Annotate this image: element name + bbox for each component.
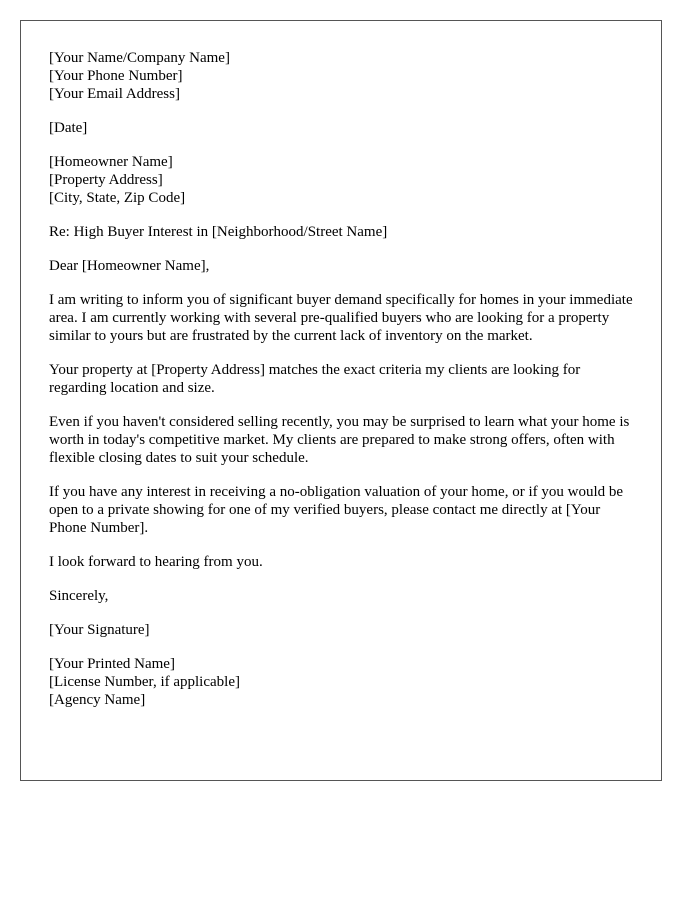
sender-name: [Your Name/Company Name] (49, 50, 230, 66)
body-paragraph-3: Even if you haven't considered selling recently, you may be surprised to learn what your home is worth in today's competitive market. My clients are prepared to make strong offers, often with flexible closing dates to suit your schedule. (49, 414, 630, 466)
recipient-address: [Property Address] (49, 172, 163, 188)
sender-email: [Your Email Address] (49, 86, 180, 102)
letter-date: [Date] (49, 120, 88, 136)
sender-block (49, 49, 633, 103)
subject-line: Re: High Buyer Interest in [Neighborhood/Street Name] (49, 224, 388, 240)
letter-page (20, 20, 662, 781)
body-paragraph-4: If you have any interest in receiving a no-obligation valuation of your home, or if you would be open to a private showing for one of my verified buyers, please contact me directly at [Your Phone Number]. (49, 484, 624, 536)
recipient-city-state-zip: [City, State, Zip Code] (49, 190, 186, 206)
printed-name: [Your Printed Name] (49, 656, 175, 672)
closing: Sincerely, (49, 588, 109, 604)
signoff-block (49, 655, 633, 709)
body-paragraph-2: Your property at [Property Address] matches the exact criteria my clients are looking for regarding location and size. (49, 362, 581, 396)
sender-phone: [Your Phone Number] (49, 68, 183, 84)
recipient-block (49, 153, 633, 207)
recipient-name: [Homeowner Name] (49, 154, 173, 170)
license-number: [License Number, if applicable] (49, 674, 240, 690)
date-block (49, 119, 633, 137)
salutation: Dear [Homeowner Name], (49, 258, 210, 274)
agency-name: [Agency Name] (49, 692, 146, 708)
body-paragraph-1: I am writing to inform you of significant buyer demand specifically for homes in your immediate area. I am currently working with several pre-qualified buyers who are looking for a property similar to yours but are frustrated by the current lack of inventory on the market. (49, 292, 633, 344)
signature: [Your Signature] (49, 622, 150, 638)
body-paragraph-5: I look forward to hearing from you. (49, 554, 263, 570)
